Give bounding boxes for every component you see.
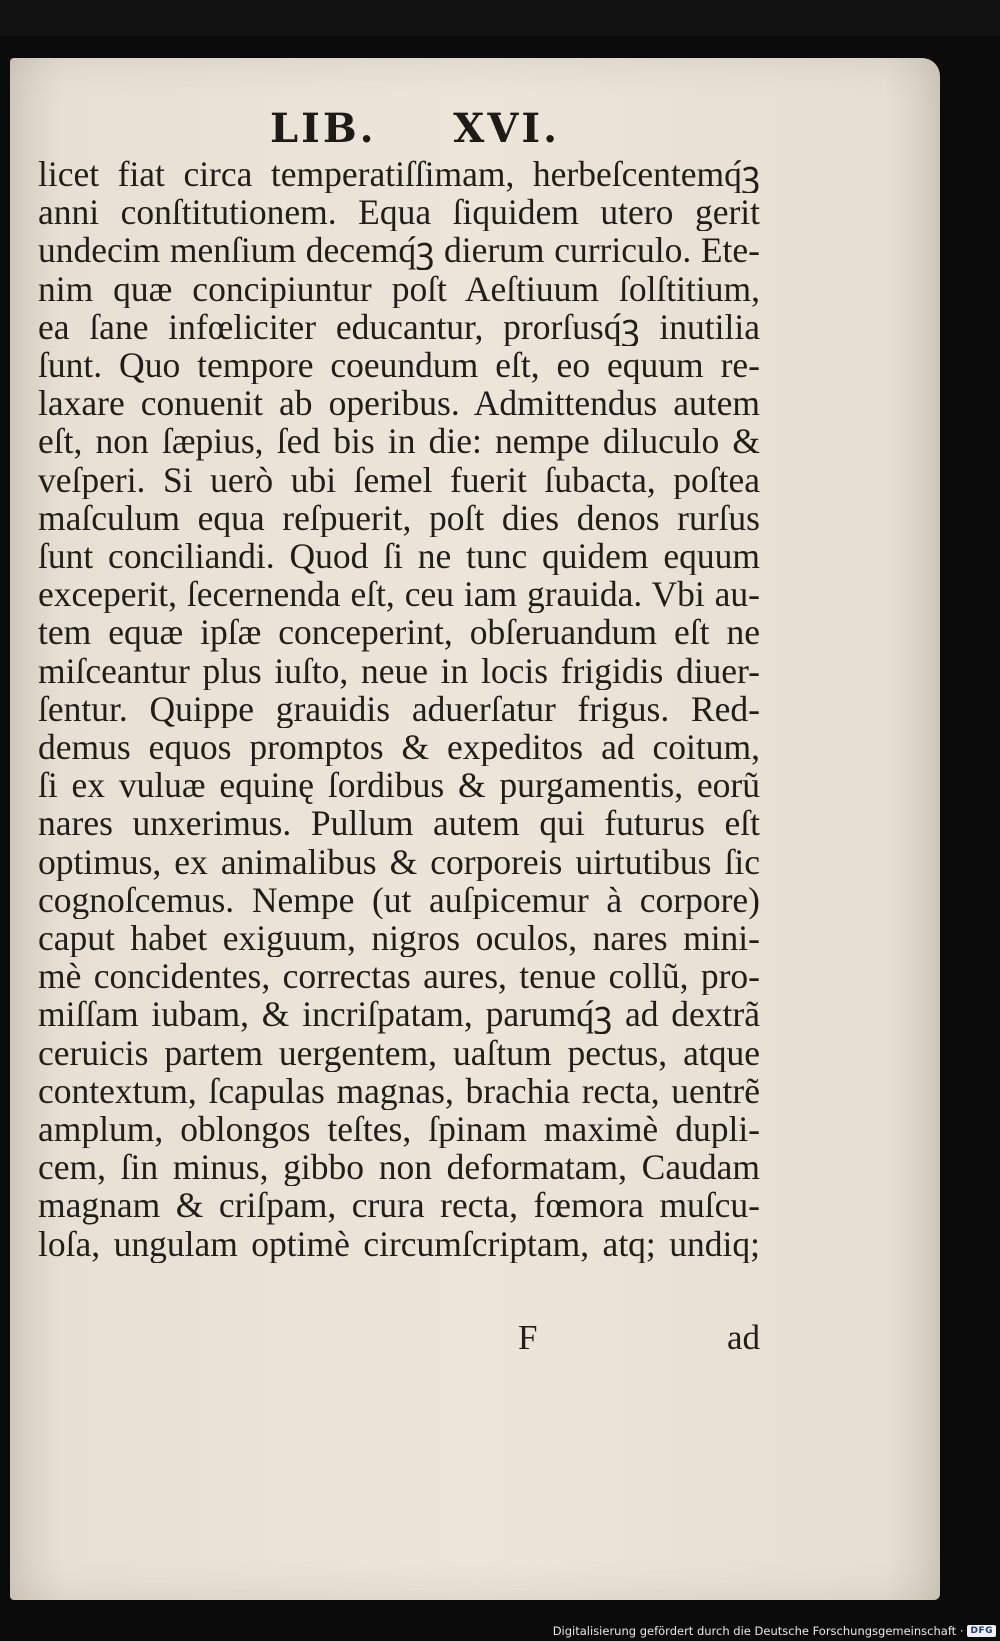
- text-line: laxare conuenit ab operibus. Admittendus autem: [38, 384, 760, 423]
- scan-top-border: [0, 0, 1000, 36]
- text-line: contextum, ſcapulas magnas, brachia recta, uentrẽ: [38, 1071, 760, 1111]
- text-line: nares unxerimus. Pullum autem qui futurus eſt: [38, 804, 760, 843]
- text-line: ſentur. Quippe grauidis aduerſatur frigus. Red-: [38, 689, 760, 729]
- text-line: tem equæ ipſæ conceperint, obſeruandum eſt ne: [38, 613, 760, 652]
- body-text: [38, 155, 760, 1263]
- dfg-logo-icon: DFG: [967, 1625, 996, 1637]
- running-head-number: XVI.: [453, 105, 560, 152]
- text-line: cem, ſin minus, gibbo non deformatam, Caudam: [38, 1148, 760, 1187]
- credit-text: Digitalisierung gefördert durch die Deutsche Forschungsgemeinschaft ·: [552, 1624, 964, 1638]
- running-head-book: LIB.: [270, 105, 377, 152]
- text-line: demus equos promptos & expeditos ad coitum,: [38, 728, 760, 767]
- digitization-credit: [553, 1624, 996, 1638]
- text-line: loſa, ungulam optimè circumſcriptam, atq; undiq;: [38, 1224, 760, 1263]
- catchword: ad: [726, 1318, 760, 1357]
- text-line: ſunt conciliandi. Quod ſi ne tunc quidem equum: [38, 537, 760, 576]
- text-line: ea ſane infœliciter educantur, prorſusq́ꝫ inutilia: [38, 307, 760, 347]
- running-head: [270, 105, 560, 152]
- text-line: undecim menſium decemq́ꝫ dierum curriculo. Ete-: [38, 231, 760, 270]
- text-line: amplum, oblongos teſtes, ſpinam maximè dupli-: [38, 1110, 760, 1149]
- text-line: mè concidentes, correctas aures, tenue collũ, pro-: [38, 957, 760, 996]
- text-line: ceruicis partem uergentem, uaſtum pectus, atque: [38, 1033, 760, 1072]
- text-line: miſſam iubam, & incriſpatam, parumq́ꝫ ad dextrã: [38, 995, 760, 1034]
- text-line: maſculum equa reſpuerit, poſt dies denos rurſus: [38, 498, 760, 538]
- text-line: licet fiat circa temperatiſſimam, herbeſcentemq́ꝫ: [38, 155, 760, 194]
- signature-mark: F: [518, 1318, 538, 1357]
- text-line: cognoſcemus. Nempe (ut auſpicemur à corpore): [38, 880, 760, 920]
- text-line: caput habet exiguum, nigros oculos, nares mini-: [38, 919, 760, 958]
- text-line: miſceantur plus iuſto, neue in locis frigidis diuer-: [38, 651, 760, 690]
- text-line: nim quæ concipiuntur poſt Aeſtiuum ſolſtitium,: [38, 269, 760, 308]
- text-line: eſt, non ſæpius, ſed bis in die: nempe diluculo &: [38, 422, 760, 461]
- text-line: magnam & criſpam, crura recta, fœmora muſcu-: [38, 1186, 760, 1225]
- text-line: optimus, ex animalibus & corporeis uirtutibus ſic: [38, 842, 760, 881]
- text-line: exceperit, ſecernenda eſt, ceu iam grauida. Vbi au-: [38, 575, 760, 614]
- text-line: veſperi. Si uerò ubi ſemel fuerit ſubacta, poſtea: [38, 460, 760, 499]
- text-line: ſunt. Quo tempore coeundum eſt, eo equum re-: [38, 346, 760, 385]
- text-line: anni conſtitutionem. Equa ſiquidem utero gerit: [38, 193, 760, 232]
- text-line: ſi ex vuluæ equinę ſordibus & purgamentis, eorũ: [38, 766, 760, 805]
